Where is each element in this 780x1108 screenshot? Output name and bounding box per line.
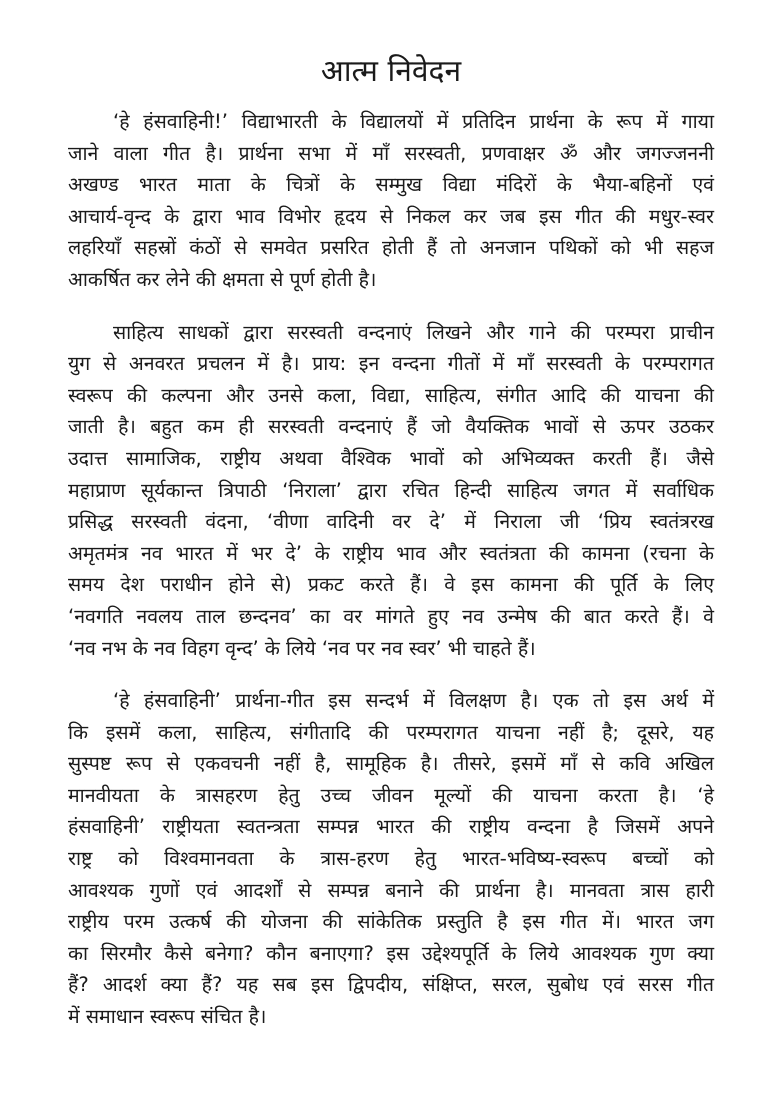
text-line: जाती है। बहुत कम ही सरस्वती वन्दनाएं हैं जो वैयक्तिक भावों से ऊपर उठकर	[68, 415, 714, 439]
text-line: राष्ट्रीय परम उत्कर्ष की योजना की सांकेतिक प्रस्तुति है इस गीत में। भारत जग	[68, 910, 714, 934]
text-line: हैं? आदर्श क्या हैं? यह सब इस द्विपदीय, संक्षिप्त, सरल, सुबोध एवं सरस गीत	[68, 973, 714, 997]
text-line: ‘नव नभ के नव विहग वृन्द’ के लिये ‘नव पर नव स्वर’ भी चाहते हैं।	[68, 636, 536, 660]
text-line: ‘हे हंसवाहिनी’ प्रार्थना-गीत इस सन्दर्भ में विलक्षण है। एक तो इस अर्थ में	[113, 689, 714, 713]
text-line: आकर्षित कर लेने की क्षमता से पूर्ण होती है।	[68, 267, 377, 291]
text-line: युग से अनवरत प्रचलन में है। प्राय: इन वन्दना गीतों में माँ सरस्वती के परम्परागत	[68, 352, 714, 376]
text-line: समय देश पराधीन होने से) प्रकट करते हैं। वे इस कामना की पूर्ति के लिए	[68, 573, 714, 597]
text-line: अमृतमंत्र नव भारत में भर दे’ के राष्ट्रीय भाव और स्वतंत्रता की कामना (रचना के	[68, 541, 714, 565]
text-line: आवश्यक गुणों एवं आदर्शों से सम्पन्न बनाने की प्रार्थना है। मानवता त्रास हारी	[68, 878, 714, 902]
text-line: राष्ट्र को विश्वमानवता के त्रास-हरण हेतु भारत-भविष्य-स्वरूप बच्चों को	[68, 847, 714, 871]
paragraph-3	[68, 685, 714, 1033]
text-line: जाने वाला गीत है। प्रार्थना सभा में माँ सरस्वती, प्रणवाक्षर ॐ और जगज्जननी	[68, 141, 714, 165]
document-page	[68, 0, 714, 1054]
page-title: आत्म निवेदन	[320, 54, 462, 89]
text-line: साहित्य साधकों द्वारा सरस्वती वन्दनाएं लिखने और गाने की परम्परा प्राचीन	[113, 320, 714, 344]
text-line: हंसवाहिनी’ राष्ट्रीयता स्वतन्त्रता सम्पन्न भारत की राष्ट्रीय वन्दना है जिसमें अपने	[68, 815, 714, 839]
text-line: स्वरूप की कल्पना और उनसे कला, विद्या, साहित्य, संगीत आदि की याचना की	[68, 383, 714, 407]
text-line: में समाधान स्वरूप संचित है।	[68, 1005, 267, 1029]
text-line: प्रसिद्ध सरस्वती वंदना, ‘वीणा वादिनी वर दे’ में निराला जी ‘प्रिय स्वतंत्ररख	[68, 510, 714, 534]
text-line: सुस्पष्ट रूप से एकवचनी नहीं है, सामूहिक है। तीसरे, इसमें माँ से कवि अखिल	[68, 752, 714, 776]
text-line: का सिरमौर कैसे बनेगा? कौन बनाएगा? इस उद्देश्यपूर्ति के लिये आवश्यक गुण क्या	[68, 941, 714, 965]
text-line: कि इसमें कला, साहित्य, संगीतादि की परम्परागत याचना नहीं है; दूसरे, यह	[68, 720, 714, 744]
text-line: ‘हे हंसवाहिनी!’ विद्याभारती के विद्यालयों में प्रतिदिन प्रार्थना के रूप में गाया	[113, 110, 714, 133]
text-line: अखण्ड भारत माता के चित्रों के सम्मुख विद्या मंदिरों के भैया-बहिनों एवं	[68, 173, 714, 197]
text-line: ‘नवगति नवलय ताल छन्दनव’ का वर मांगते हुए नव उन्मेष की बात करते हैं। वे	[68, 604, 714, 628]
paragraph-2	[68, 317, 714, 665]
text-line: आचार्य-वृन्द के द्वारा भाव विभोर हृदय से निकल कर जब इस गीत की मधुर-स्वर	[68, 204, 714, 228]
text-line: उदात्त सामाजिक, राष्ट्रीय अथवा वैश्विक भावों को अभिव्यक्त करती हैं। जैसे	[68, 446, 714, 470]
text-line: महाप्राण सूर्यकान्त त्रिपाठी ‘निराला’ द्वारा रचित हिन्दी साहित्य जगत में सर्वाधिक	[68, 478, 714, 502]
text-line: मानवीयता के त्रासहरण हेतु उच्च जीवन मूल्यों की याचना करता है। ‘हे	[68, 783, 714, 807]
text-line: लहरियाँ सहस्रों कंठों से समवेत प्रसरित होती हैं तो अनजान पथिकों को भी सहज	[68, 236, 714, 260]
paragraph-1	[68, 106, 714, 296]
